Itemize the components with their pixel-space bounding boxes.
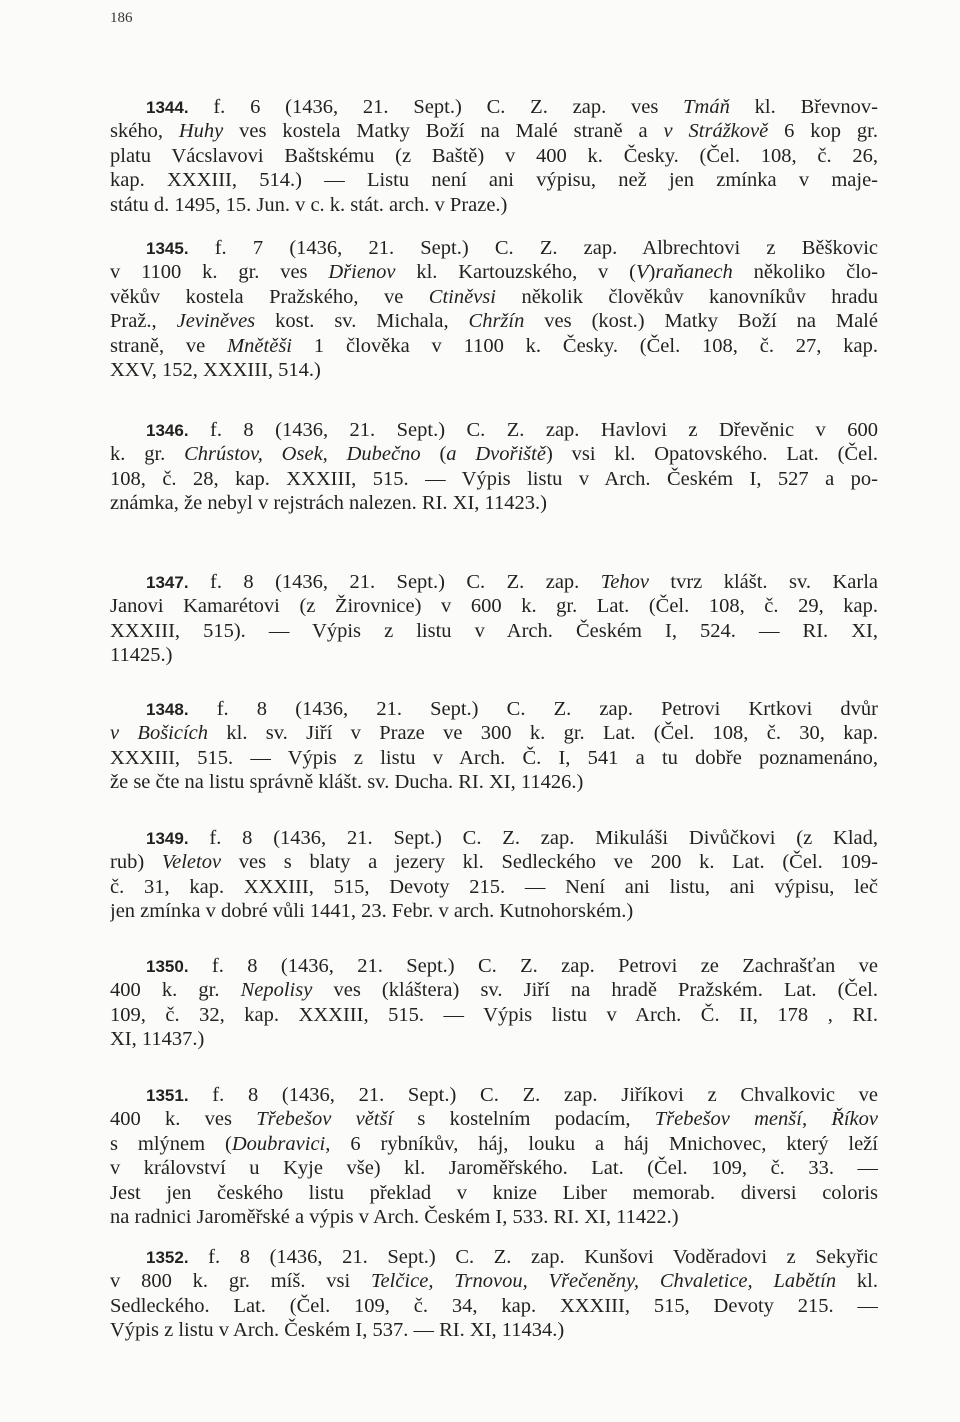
- text-segment: na radnici Jaroměřské a výpis v Arch. Českém I, 533. RI. XI, 11422.): [110, 1205, 679, 1228]
- text-line: [110, 285, 878, 309]
- text-segment: kl. Kartouzského, v (: [395, 261, 636, 284]
- italic-place-name: v Strážkově: [663, 120, 769, 143]
- entry-number: 1347.: [146, 573, 189, 592]
- text-segment: známka, že nebyl v rejstrách nalezen. RI. XI, 11423.): [110, 492, 547, 515]
- italic-place-name: raňanech: [655, 261, 733, 284]
- italic-place-name: Tehov: [600, 571, 649, 593]
- text-segment: jen zmínka v dobré vůli 1441, 23. Febr. v arch. Kutnohorském.): [110, 900, 634, 923]
- entry-number: 1349.: [146, 829, 189, 848]
- text-line: [110, 746, 878, 770]
- text-line: [110, 334, 878, 358]
- text-line: [110, 1083, 878, 1107]
- text-segment: kl. sv. Jiří v Praze ve 300 k. gr. Lat. (Čel. 108, č. 30, kap.: [208, 722, 878, 745]
- text-line: [110, 168, 878, 192]
- italic-place-name: Telčice, Trnovou, Vřečeněny, Chvaletice, Labětín: [371, 1270, 837, 1293]
- entry-number: 1350.: [146, 957, 189, 976]
- text-segment: XXXIII, 515). — Výpis z listu v Arch. Českém I, 524. — RI. XI,: [110, 619, 878, 642]
- text-line: [110, 978, 878, 1002]
- text-segment: 400 k. gr.: [110, 979, 241, 1002]
- text-line: [110, 875, 878, 899]
- entry-number: 1352.: [146, 1248, 189, 1267]
- italic-place-name: Doubravici: [231, 1132, 326, 1155]
- text-line: [110, 491, 878, 515]
- text-line: [110, 1027, 878, 1051]
- italic-place-name: Huhy: [178, 120, 224, 143]
- text-segment: tvrz klášt. sv. Karla: [648, 571, 878, 593]
- text-line: [110, 826, 878, 850]
- text-line: [110, 95, 878, 119]
- italic-place-name: Dřienov: [328, 261, 396, 284]
- text-line: [110, 1269, 878, 1293]
- entry-1344: [110, 95, 878, 217]
- page-number: 186: [110, 10, 133, 26]
- entry-1350: [110, 954, 878, 1052]
- text-line: [110, 1294, 878, 1318]
- text-segment: Sedleckého. Lat. (Čel. 109, č. 34, kap. XXXIII, 515, Devoty 215. —: [110, 1294, 878, 1317]
- text-segment: ves kostela Matky Boží na Malé straně a: [223, 120, 664, 143]
- italic-place-name: V: [635, 261, 649, 284]
- italic-place-name: a Dvořiště: [446, 443, 546, 466]
- italic-place-name: Nepolisy: [240, 979, 313, 1002]
- entry-1349: [110, 826, 878, 924]
- text-segment: f. 8 (1436, 21. Sept.) C. Z. zap.: [188, 571, 601, 593]
- text-line: [110, 954, 878, 978]
- text-line: [110, 594, 878, 618]
- italic-place-name: v Bošicích: [110, 722, 209, 745]
- text-segment: státu d. 1495, 15. Jun. v c. k. stát. arch. v Praze.): [110, 193, 508, 216]
- entry-1352: [110, 1245, 878, 1343]
- text-line: [110, 1245, 878, 1269]
- text-line: [110, 309, 878, 333]
- italic-place-name: Ctiněvsi: [428, 285, 496, 308]
- text-line: [110, 119, 878, 143]
- text-line: [110, 770, 878, 794]
- text-segment: 1 člověka v 1100 k. Česky. (Čel. 108, č. 27, kap.: [292, 334, 878, 357]
- text-segment: , 6 rybníkův, háj, louku a háj Mnichovec, který leží: [325, 1132, 878, 1155]
- text-line: [110, 193, 878, 217]
- entry-1345: [110, 236, 878, 382]
- text-line: [110, 721, 878, 745]
- text-segment: k. gr.: [110, 443, 185, 466]
- text-segment: 11425.): [110, 644, 173, 667]
- entry-number: 1348.: [146, 700, 189, 719]
- text-segment: ves (kláštera) sv. Jiří na hradě Pražském. Lat. (Čel.: [312, 979, 878, 1002]
- text-segment: s kostelním podacím,: [393, 1108, 655, 1131]
- text-line: [110, 1318, 878, 1342]
- text-segment: (: [420, 443, 447, 466]
- text-segment: f. 8 (1436, 21. Sept.) C. Z. zap. Petrovi ze Zachrašťan ve: [188, 955, 878, 977]
- text-segment: f. 8 (1436, 21. Sept.) C. Z. zap. Mikuláši Divůčkovi (z Klad,: [188, 827, 878, 849]
- italic-place-name: Třebešov menší, Říkov: [654, 1108, 878, 1131]
- entry-1346: [110, 418, 878, 516]
- text-segment: Jest jen českého listu překlad v knize Liber memorab. diversi coloris: [110, 1181, 878, 1204]
- text-line: [110, 697, 878, 721]
- italic-place-name: Třebešov větší: [256, 1108, 394, 1131]
- text-segment: kost. sv. Michala,: [255, 310, 469, 333]
- text-line: [110, 619, 878, 643]
- text-line: [110, 1156, 878, 1180]
- italic-place-name: Mnětěši: [227, 334, 293, 357]
- text-line: [110, 1181, 878, 1205]
- text-segment: ): [648, 261, 656, 284]
- italic-place-name: Veletov: [161, 851, 222, 874]
- text-segment: ves s blaty a jezery kl. Sedleckého ve 200 k. Lat. (Čel. 109-: [221, 851, 878, 874]
- text-segment: ského,: [110, 120, 179, 143]
- text-segment: 6 kop gr.: [768, 120, 878, 143]
- text-segment: v 1100 k. gr. ves: [110, 261, 329, 284]
- text-segment: několik člověkův kanovníkův hradu: [495, 285, 878, 308]
- entry-number: 1346.: [146, 421, 189, 440]
- text-segment: několiko člo-: [732, 261, 878, 284]
- text-segment: straně, ve: [110, 334, 228, 357]
- text-line: [110, 236, 878, 260]
- text-line: [110, 1132, 878, 1156]
- text-line: [110, 144, 878, 168]
- text-segment: XI, 11437.): [110, 1028, 205, 1051]
- text-line: [110, 358, 878, 382]
- text-segment: f. 7 (1436, 21. Sept.) C. Z. zap. Albrechtovi z Běškovic: [188, 237, 878, 259]
- entry-1347: [110, 570, 878, 668]
- text-segment: č. 31, kap. XXXIII, 515, Devoty 215. — Není ani listu, ani výpisu, leč: [110, 875, 878, 898]
- text-segment: věkův kostela Pražského, ve: [110, 285, 429, 308]
- italic-place-name: Jeviněves: [176, 310, 256, 333]
- text-segment: že se čte na listu správně klášt. sv. Ducha. RI. XI, 11426.): [110, 771, 584, 794]
- text-line: [110, 899, 878, 923]
- text-line: [110, 850, 878, 874]
- text-segment: platu Vácslavovi Baštskému (z Baště) v 400 k. Česky. (Čel. 108, č. 26,: [110, 144, 878, 167]
- text-segment: kl.: [836, 1270, 878, 1293]
- text-segment: f. 8 (1436, 21. Sept.) C. Z. zap. Petrovi Krtkovi dvůr: [188, 698, 878, 720]
- text-segment: kl. Břevnov-: [729, 96, 878, 118]
- text-line: [110, 260, 878, 284]
- text-line: [110, 570, 878, 594]
- entry-number: 1351.: [146, 1086, 189, 1105]
- text-segment: f. 8 (1436, 21. Sept.) C. Z. zap. Havlovi z Dřevěnic v 600: [188, 419, 878, 441]
- text-line: [110, 467, 878, 491]
- entry-number: 1344.: [146, 98, 189, 117]
- text-segment: kap. XXXIII, 514.) — Listu není ani výpisu, než jen zmínka v maje-: [110, 169, 878, 192]
- entry-1348: [110, 697, 878, 795]
- text-segment: f. 6 (1436, 21. Sept.) C. Z. zap. ves: [188, 96, 684, 118]
- text-segment: XXXIII, 515. — Výpis z listu v Arch. Č. I, 541 a tu dobře poznamenáno,: [110, 746, 878, 769]
- text-segment: Výpis z listu v Arch. Českém I, 537. — RI. XI, 11434.): [110, 1319, 565, 1342]
- text-segment: s mlýnem (: [110, 1132, 232, 1155]
- text-line: [110, 1003, 878, 1027]
- text-segment: 108, č. 28, kap. XXXIII, 515. — Výpis listu v Arch. Českém I, 527 a po-: [110, 467, 878, 490]
- text-segment: v 800 k. gr. míš. vsi: [110, 1270, 372, 1293]
- text-segment: XXV, 152, XXXIII, 514.): [110, 358, 321, 381]
- entry-number: 1345.: [146, 239, 189, 258]
- text-line: [110, 418, 878, 442]
- text-line: [110, 1205, 878, 1229]
- text-segment: v království u Kyje vše) kl. Jaroměřského. Lat. (Čel. 109, č. 33. —: [110, 1157, 878, 1180]
- italic-place-name: Chrústov, Osek, Dubečno: [184, 443, 421, 466]
- text-line: [110, 442, 878, 466]
- text-line: [110, 1107, 878, 1131]
- entry-1351: [110, 1083, 878, 1229]
- italic-place-name: Tmáň: [683, 96, 730, 118]
- text-segment: f. 8 (1436, 21. Sept.) C. Z. zap. Kunšovi Voděradovi z Sekyřic: [188, 1246, 878, 1268]
- text-segment: rub): [110, 851, 162, 874]
- text-segment: 400 k. ves: [110, 1108, 257, 1131]
- text-segment: f. 8 (1436, 21. Sept.) C. Z. zap. Jiříkovi z Chvalkovic ve: [188, 1084, 878, 1106]
- italic-place-name: Chržín: [468, 310, 525, 333]
- text-line: [110, 643, 878, 667]
- text-segment: Janovi Kamarétovi (z Žirovnice) v 600 k. gr. Lat. (Čel. 108, č. 29, kap.: [110, 595, 878, 618]
- text-segment: 109, č. 32, kap. XXXIII, 515. — Výpis listu v Arch. Č. II, 178 , RI.: [110, 1003, 878, 1026]
- text-segment: ves (kost.) Matky Boží na Malé: [524, 310, 878, 333]
- text-segment: Praž.,: [110, 310, 177, 333]
- text-segment: ) vsi kl. Opatovského. Lat. (Čel.: [545, 443, 878, 466]
